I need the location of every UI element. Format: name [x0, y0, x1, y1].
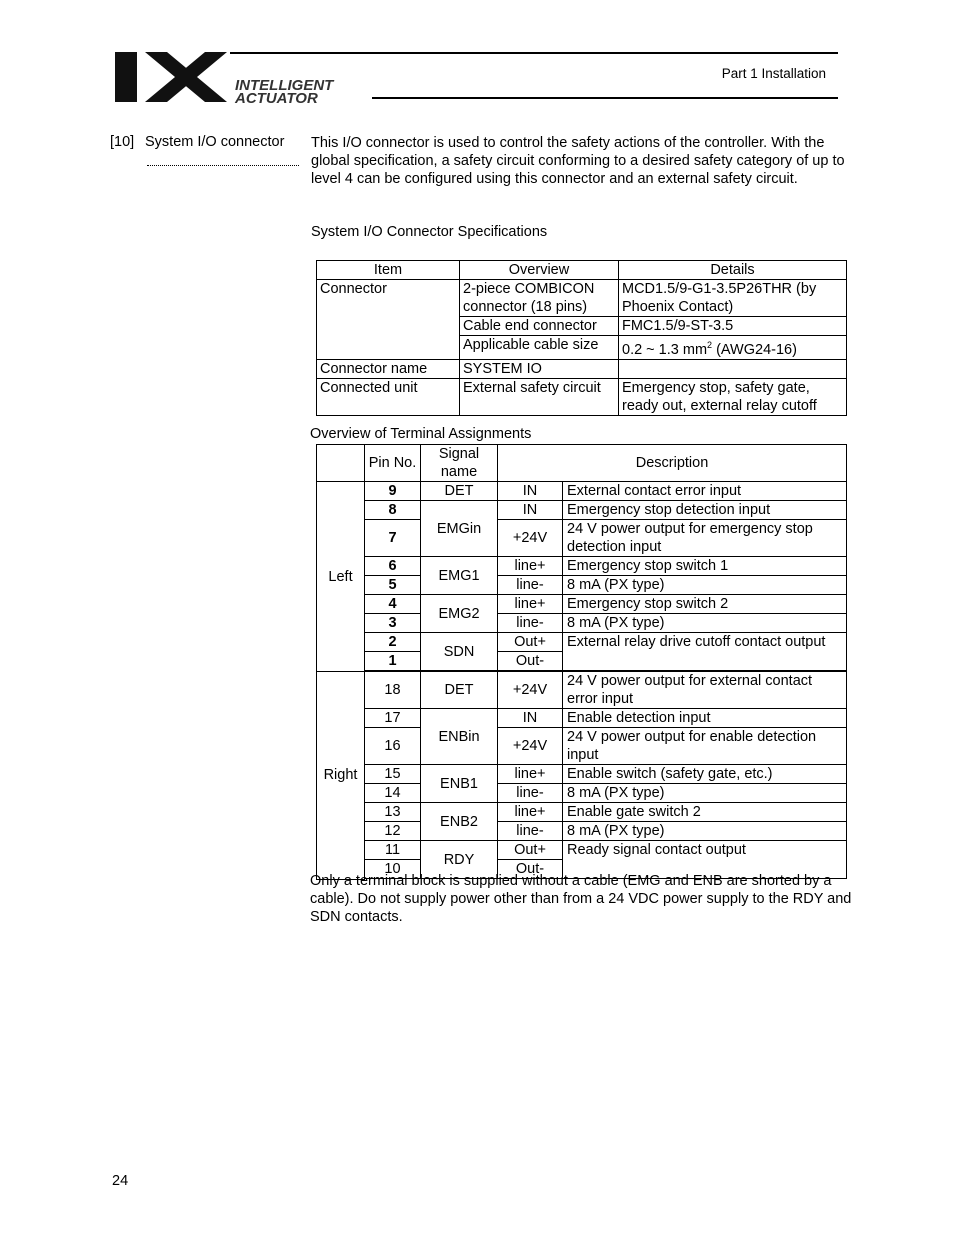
header-description: Description — [498, 445, 847, 482]
header-item: Item — [317, 261, 460, 280]
logo-line-1: INTELLIGENT — [235, 77, 334, 94]
header-signal: Signal name — [421, 445, 498, 482]
table-row — [317, 520, 847, 557]
item-connector: Connector — [317, 280, 460, 360]
page-number: 24 — [112, 1173, 129, 1189]
pin-16: 16 — [365, 728, 421, 765]
terminal-table-caption: Overview of Terminal Assignments — [310, 426, 532, 442]
header-details: Details — [619, 261, 847, 280]
section-heading — [110, 134, 284, 150]
table-row — [317, 709, 847, 728]
item-connector-name: Connector name — [317, 359, 460, 378]
table-row — [317, 633, 847, 652]
table-row — [317, 595, 847, 614]
io-9: IN — [498, 482, 563, 501]
io-17: IN — [498, 709, 563, 728]
intelligent-actuator-logo — [115, 52, 400, 104]
cable-size-range: 0.2 ~ 1.3 mm — [622, 341, 708, 358]
logo-line-2: ACTUATOR — [235, 90, 318, 104]
spec-table-caption: System I/O Connector Specifications — [311, 224, 548, 240]
signal-rdy: RDY — [421, 841, 498, 879]
pin-17: 17 — [365, 709, 421, 728]
io-15: line+ — [498, 765, 563, 784]
details-connector-name — [619, 359, 847, 378]
section-dotted-leader — [147, 165, 299, 166]
footnote: Only a terminal block is supplied without a cable (EMG and ENB are shorted by a cable). Do not supply power other than from a 24 VDC power supply to the RDY and SDN contacts. — [310, 873, 852, 925]
desc-12: 8 mA (PX type) — [563, 822, 847, 841]
overview-cable-size: Applicable cable size — [460, 336, 619, 360]
desc-7: 24 V power output for emergency stop detection input — [563, 520, 847, 557]
io-13: line+ — [498, 803, 563, 822]
table-row — [317, 482, 847, 501]
pin-11: 11 — [365, 841, 421, 860]
signal-emgin: EMGin — [421, 501, 498, 557]
header-rule-bottom — [372, 97, 838, 99]
io-14: line- — [498, 784, 563, 803]
details-combicon: MCD1.5/9-G1-3.5P26THR (by Phoenix Contact) — [619, 280, 847, 317]
table-row — [317, 803, 847, 822]
spec-table — [316, 260, 847, 416]
io-1: Out- — [498, 652, 563, 671]
desc-6: Emergency stop switch 1 — [563, 557, 847, 576]
pin-7: 7 — [365, 520, 421, 557]
desc-13: Enable gate switch 2 — [563, 803, 847, 822]
pin-5: 5 — [365, 576, 421, 595]
table-row — [317, 841, 847, 860]
io-2: Out+ — [498, 633, 563, 652]
table-row — [317, 557, 847, 576]
spec-row-unit — [317, 378, 847, 415]
signal-sdn: SDN — [421, 633, 498, 671]
table-row — [317, 672, 847, 709]
pin-6: 6 — [365, 557, 421, 576]
header-pin: Pin No. — [365, 445, 421, 482]
desc-5: 8 mA (PX type) — [563, 576, 847, 595]
pin-1: 1 — [365, 652, 421, 671]
io-6: line+ — [498, 557, 563, 576]
spec-row-connector — [317, 280, 847, 317]
pin-10: 10 — [365, 860, 421, 879]
desc-14: 8 mA (PX type) — [563, 784, 847, 803]
io-16: +24V — [498, 728, 563, 765]
desc-8: Emergency stop detection input — [563, 501, 847, 520]
terminal-table — [316, 444, 847, 880]
signal-enb1: ENB1 — [421, 765, 498, 803]
io-11: Out+ — [498, 841, 563, 860]
desc-9: External contact error input — [563, 482, 847, 501]
io-10: Out- — [498, 860, 563, 879]
pin-13: 13 — [365, 803, 421, 822]
details-cable-size — [619, 336, 847, 360]
pin-18: 18 — [365, 672, 421, 709]
terminal-header-row — [317, 445, 847, 482]
pin-12: 12 — [365, 822, 421, 841]
desc-18: 24 V power output for external contact error input — [563, 672, 847, 709]
io-3: line- — [498, 614, 563, 633]
signal-det-left: DET — [421, 482, 498, 501]
io-7: +24V — [498, 520, 563, 557]
table-row — [317, 822, 847, 841]
details-cable-end: FMC1.5/9-ST-3.5 — [619, 317, 847, 336]
pin-3: 3 — [365, 614, 421, 633]
io-4: line+ — [498, 595, 563, 614]
table-row — [317, 501, 847, 520]
signal-enbin: ENBin — [421, 709, 498, 765]
desc-16: 24 V power output for enable detection input — [563, 728, 847, 765]
table-row — [317, 765, 847, 784]
desc-4: Emergency stop switch 2 — [563, 595, 847, 614]
signal-enb2: ENB2 — [421, 803, 498, 841]
table-row — [317, 784, 847, 803]
section-number: [10] — [110, 134, 135, 150]
spec-row-name — [317, 359, 847, 378]
header-overview: Overview — [460, 261, 619, 280]
details-connected-unit: Emergency stop, safety gate, ready out, external relay cutoff — [619, 378, 847, 415]
header-rule-top — [230, 52, 838, 54]
table-row — [317, 576, 847, 595]
pin-2: 2 — [365, 633, 421, 652]
io-12: line- — [498, 822, 563, 841]
overview-combicon: 2-piece COMBICON connector (18 pins) — [460, 280, 619, 317]
signal-emg2: EMG2 — [421, 595, 498, 633]
io-8: IN — [498, 501, 563, 520]
desc-sdn: External relay drive cutoff contact output — [563, 633, 847, 671]
pin-15: 15 — [365, 765, 421, 784]
signal-emg1: EMG1 — [421, 557, 498, 595]
pin-4: 4 — [365, 595, 421, 614]
overview-connector-name: SYSTEM IO — [460, 359, 619, 378]
desc-17: Enable detection input — [563, 709, 847, 728]
cable-size-superscript: 2 — [707, 340, 713, 350]
desc-3: 8 mA (PX type) — [563, 614, 847, 633]
pin-8: 8 — [365, 501, 421, 520]
header-side — [317, 445, 365, 482]
item-connected-unit: Connected unit — [317, 378, 460, 415]
part-label: Part 1 Installation — [721, 66, 826, 81]
overview-cable-end: Cable end connector — [460, 317, 619, 336]
io-18: +24V — [498, 672, 563, 709]
pin-9: 9 — [365, 482, 421, 501]
cable-size-awg: (AWG24-16) — [712, 341, 797, 358]
section-description: This I/O connector is used to control the safety actions of the controller. With the global specification, a safety circuit conforming to a desired safety category of up to level 4 can be configured using this connector and an external safety circuit. — [311, 135, 845, 187]
table-row — [317, 614, 847, 633]
desc-15: Enable switch (safety gate, etc.) — [563, 765, 847, 784]
side-left: Left — [317, 482, 365, 672]
spec-header-row — [317, 261, 847, 280]
overview-connected-unit: External safety circuit — [460, 378, 619, 415]
desc-rdy: Ready signal contact output — [563, 841, 847, 879]
io-5: line- — [498, 576, 563, 595]
side-right: Right — [317, 672, 365, 880]
signal-det-right: DET — [421, 672, 498, 709]
pin-14: 14 — [365, 784, 421, 803]
table-row — [317, 728, 847, 765]
section-title: System I/O connector — [145, 134, 285, 150]
